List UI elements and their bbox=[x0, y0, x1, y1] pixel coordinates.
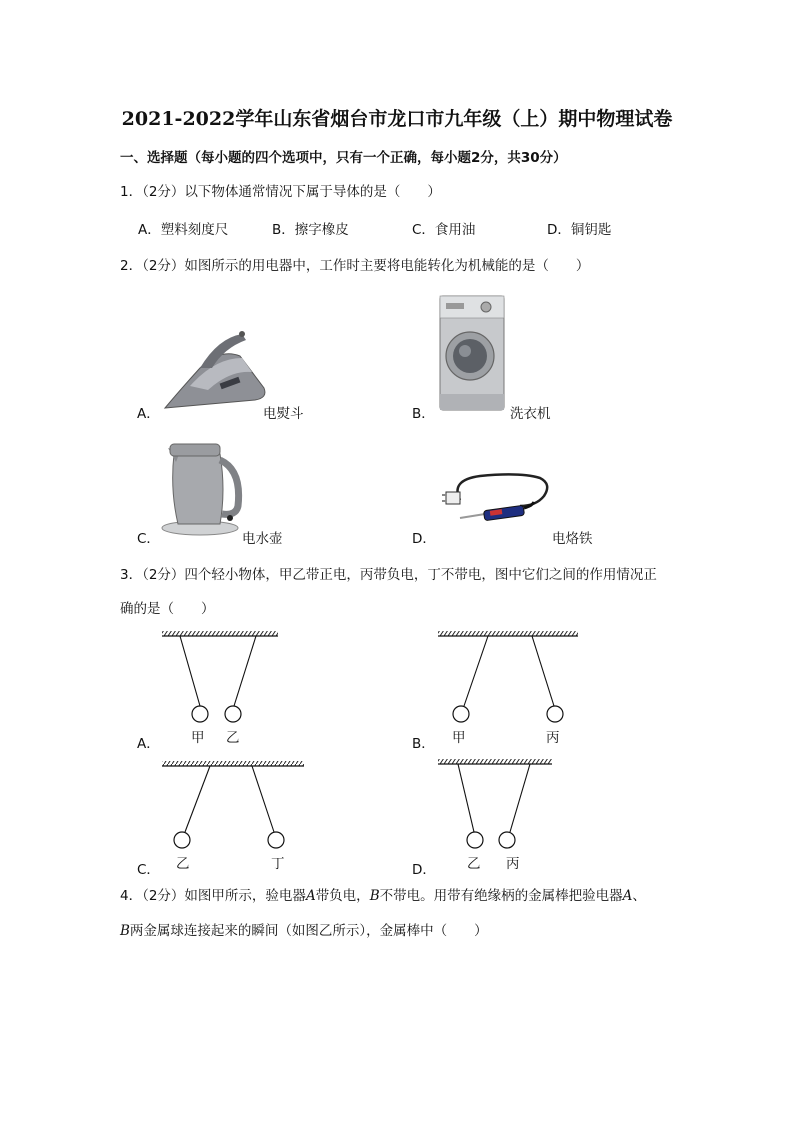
q4-text-part1: 4．（2分）如图甲所示，验电器 bbox=[120, 888, 306, 904]
kettle-icon bbox=[160, 440, 245, 538]
q2-stem: 2．（2分）如图所示的用电器中，工作时主要将电能转化为机械能的是（ ） bbox=[120, 258, 590, 274]
section-heading: 一、选择题（每小题的四个选项中，只有一个正确，每小题2分，共30分） bbox=[120, 150, 567, 166]
q3-option-a-left-label: 甲 bbox=[191, 730, 205, 746]
q2-option-a-letter: A． bbox=[137, 406, 160, 422]
q3-option-b-left-label: 甲 bbox=[452, 730, 466, 746]
q1-option-b: B．擦字橡皮 bbox=[272, 222, 349, 238]
q2-option-c-letter: C． bbox=[137, 531, 160, 547]
washing-machine-icon bbox=[438, 294, 506, 412]
pendulum-diagram-a bbox=[160, 630, 285, 720]
q3-stem-line2: 确的是（ ） bbox=[120, 601, 215, 617]
q4-text-part4: 、 bbox=[632, 888, 646, 904]
q2-option-d-letter: D． bbox=[412, 531, 436, 547]
q1-stem: 1．（2分）以下物体通常情况下属于导体的是（ ） bbox=[120, 184, 441, 200]
q4-text-part2: 带负电， bbox=[315, 888, 370, 904]
q2-option-b-letter: B． bbox=[412, 406, 435, 422]
q2-option-b-caption: 洗衣机 bbox=[510, 406, 551, 422]
q2-option-a-caption: 电熨斗 bbox=[263, 406, 304, 422]
q3-option-b-letter: B． bbox=[412, 736, 435, 752]
iron-icon bbox=[160, 328, 270, 413]
q3-option-d-left-label: 乙 bbox=[467, 856, 481, 872]
soldering-iron-icon bbox=[440, 470, 555, 530]
q4-var-a2: A bbox=[622, 888, 633, 904]
page-title: 2021-2022学年山东省烟台市龙口市九年级（上）期中物理试卷 bbox=[121, 108, 673, 130]
q3-option-c-right-label: 丁 bbox=[271, 856, 285, 872]
q4-var-b: B bbox=[369, 888, 380, 904]
q1-option-c: C．食用油 bbox=[412, 222, 476, 238]
q3-option-b-right-label: 丙 bbox=[546, 730, 560, 746]
q3-option-d-letter: D． bbox=[412, 862, 436, 878]
q3-option-c-left-label: 乙 bbox=[176, 856, 190, 872]
q4-stem-line1 bbox=[120, 884, 646, 904]
q4-var-a: A bbox=[305, 888, 316, 904]
q3-option-a-right-label: 乙 bbox=[226, 730, 240, 746]
q3-option-a-letter: A． bbox=[137, 736, 160, 752]
q4-text-part3: 不带电。用带有绝缘柄的金属棒把验电器 bbox=[379, 888, 623, 904]
q4-var-b2: B bbox=[120, 923, 130, 939]
q3-stem-line1: 3．（2分）四个轻小物体，甲乙带正电，丙带负电，丁不带电，图中它们之间的作用情况正 bbox=[120, 567, 657, 583]
q3-option-c-letter: C． bbox=[137, 862, 160, 878]
q3-option-d-right-label: 丙 bbox=[506, 856, 520, 872]
q2-option-c-caption: 电水壶 bbox=[242, 531, 283, 547]
pendulum-diagram-d bbox=[436, 758, 556, 850]
q1-option-d: D．铜钥匙 bbox=[547, 222, 612, 238]
q1-option-a: A．塑料刻度尺 bbox=[138, 222, 229, 238]
q2-option-d-caption: 电烙铁 bbox=[552, 531, 593, 547]
pendulum-diagram-c bbox=[160, 758, 308, 850]
q4-stem-line2 bbox=[120, 919, 488, 939]
pendulum-diagram-b bbox=[436, 630, 581, 720]
q4-text-line2: 两金属球连接起来的瞬间（如图乙所示），金属棒中（ ） bbox=[129, 923, 488, 939]
